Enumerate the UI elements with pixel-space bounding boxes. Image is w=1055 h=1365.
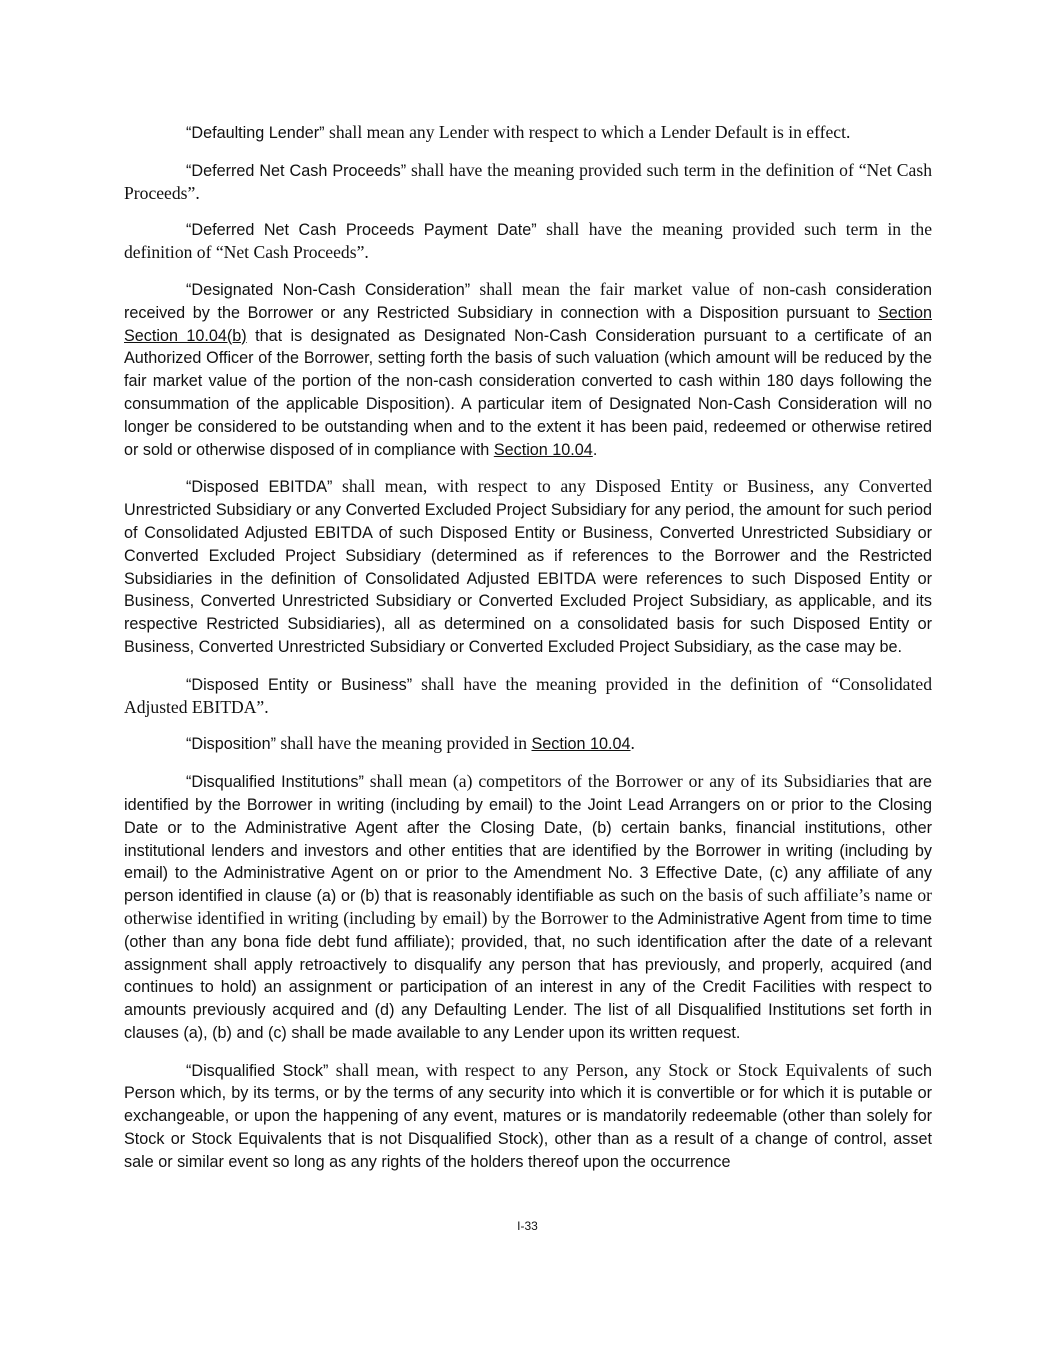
defined-term: “Deferred Net Cash Proceeds” (186, 161, 407, 180)
document-page (124, 122, 932, 1189)
defined-term: “Disposition” (186, 735, 276, 754)
definition-disposition: “Disposition” shall have the meaning provided in Section 10.04. (186, 733, 635, 754)
defined-term: “Designated Non-Cash Consideration” (186, 280, 471, 299)
defined-term: “Defaulting Lender” (186, 124, 325, 142)
definition-disposed-ebitda: “Disposed EBITDA” shall mean, with respect to any Disposed Entity or Business, any Converted Unrestricted Subsidiary or any Converted Excluded Project Subsidiary for any period, the amount for such period of Consolidated Adjusted EBITDA of such Disposed Entity or Business, Converted Unrestricted Subsidiary or Converted Excluded Project Subsidiary (determined as if references to the Borrower and the Restricted Subsidiaries in the definition of Consolidated Adjusted EBITDA were references to such Disposed Entity or Business, Converted Unrestricted Subsidiary or Converted Excluded Project Subsidiary, as applicable, and its respective Restricted Subsidiaries), all as determined on a consolidated basis for such Disposed Entity or Business, Converted Unrestricted Subsidiary or Converted Excluded Project Subsidiary, as the case may be. (124, 476, 932, 656)
defined-term: “Deferred Net Cash Proceeds Payment Date” (186, 221, 537, 240)
definition-deferred-net-cash-proceeds: “Deferred Net Cash Proceeds” shall have the meaning provided such term in the definition of “Net Cash Proceeds”. (124, 159, 932, 203)
definition-disqualified-stock: “Disqualified Stock” shall mean, with respect to any Person, any Stock or Stock Equivalents of such Person which, by its terms, or by the terms of any security into which it is convertible or for which it is putable or exchangeable, or upon the happening of any event, matures or is mandatorily redeemable (other than solely for Stock or Stock Equivalents that is not Disqualified Stock), other than as a result of a change of control, asset sale or similar event so long as any rights of the holders thereof upon the occurrence (124, 1059, 932, 1171)
section-reference-link[interactable]: Section Section 10.04(b) (124, 303, 932, 345)
page-number: I-33 (517, 1219, 538, 1233)
defined-term: “Disqualified Institutions” (186, 773, 364, 792)
section-reference-link[interactable]: Section 10.04 (493, 440, 593, 459)
definition-designated-non-cash-consideration: “Designated Non-Cash Consideration” shall mean the fair market value of non-cash consideration received by the Borrower or any Restricted Subsidiary in connection with a Disposition pursuant to Section Section 10.04(b) that is designated as Designated Non-Cash Consideration pursuant to a certificate of an Authorized Officer of the Borrower, setting forth the basis of such valuation (which amount will be reduced by the fair market value of the portion of the non-cash consideration converted to cash within 180 days following the consummation of the applicable Disposition). A particular item of Designated Non-Cash Consideration will no longer be considered to be outstanding when and to the extent it has been paid, redeemed or otherwise retired or sold or otherwise disposed of in compliance with Section 10.04. (124, 278, 932, 459)
definition-disposed-entity-or-business: “Disposed Entity or Business” shall have the meaning provided in the definition of “Consolidated Adjusted EBITDA”. (124, 673, 932, 717)
defined-term: “Disqualified Stock” (186, 1061, 329, 1080)
definition-deferred-net-cash-proceeds-payment-date: “Deferred Net Cash Proceeds Payment Date” shall have the meaning provided such term in the definition of “Net Cash Proceeds”. (124, 219, 932, 263)
section-reference-link[interactable]: Section 10.04 (531, 735, 631, 754)
defined-term: “Disposed EBITDA” (186, 478, 333, 497)
definition-disqualified-institutions: “Disqualified Institutions” shall mean (a) competitors of the Borrower or any of its Subsidiaries that are identified by the Borrower in writing (including by email) to the Joint Lead Arrangers on or prior to the Closing Date or to the Administrative Agent after the Closing Date, (b) certain banks, financial institutions, other institutional lenders and investors and other entities that are identified by the Borrower in writing (including by email) to the Administrative Agent on or prior to the Amendment No. 3 Effective Date, (c) any affiliate of any person identified in clause (a) or (b) that is reasonably identifiable as such on the basis of such affiliate’s name or otherwise identified in writing (including by email) by the Borrower to the Administrative Agent from time to time (other than any bona fide debt fund affiliate); provided, that, no such identification after the date of a relevant assignment shall apply retroactively to disqualify any person that has previously, and properly, acquired (and continues to hold) an assignment or participation of an interest in any of the Credit Facilities with respect to amounts previously acquired and (d) any Defaulting Lender. The list of all Disqualified Institutions set forth in clauses (a), (b) and (c) shall be made available to any Lender upon its written request. (124, 771, 932, 1042)
defined-term: “Disposed Entity or Business” (186, 675, 413, 694)
definition-defaulting-lender: “Defaulting Lender” shall mean any Lender with respect to which a Lender Default is in effect. (186, 122, 851, 142)
